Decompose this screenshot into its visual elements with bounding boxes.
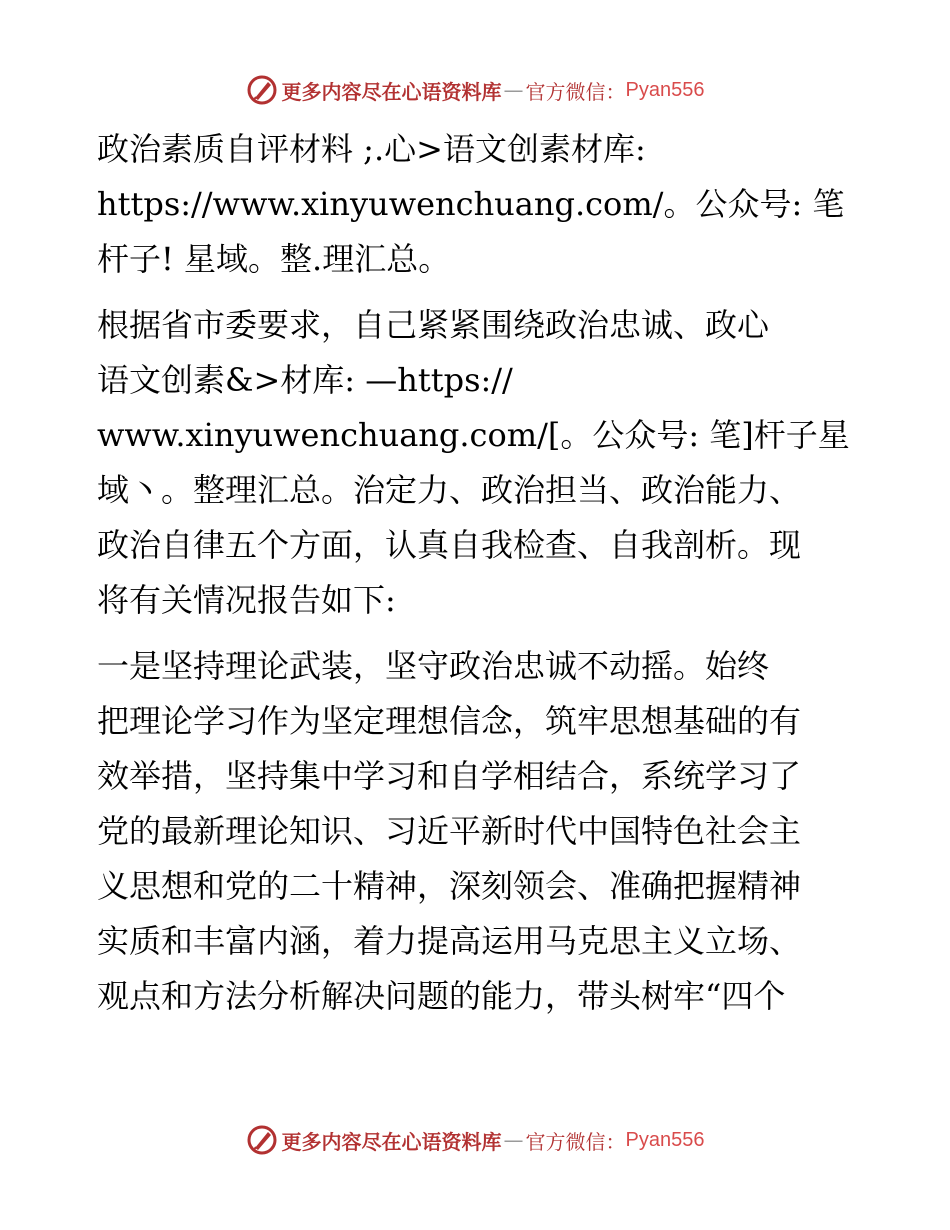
text-line: 政治素质自评材料 ;.心>语文创素材库: (97, 130, 646, 168)
text-line: 根据省市委要求，自己紧紧围绕政治忠诚、政心 (97, 306, 770, 344)
banner-wechat-label: 官方微信： (525, 79, 626, 104)
quill-pen-logo-icon (246, 74, 278, 106)
banner-wechat-id: Pyan556 (625, 78, 705, 101)
header-banner (0, 70, 950, 110)
paragraph (97, 639, 857, 1024)
text-line: 党的最新理论知识、习近平新时代中国特色社会主 (97, 812, 802, 850)
text-line: 政治自律五个方面，认真自我检查、自我剖析。现 (97, 526, 802, 564)
banner-slogan: 更多内容尽在心语资料库 (281, 79, 502, 104)
text-line: www.xinyuwenchuang.com/[。公众号: 笔]杆子星 (97, 416, 850, 454)
banner-dash: — (503, 78, 524, 102)
text-line: 一是坚持理论武装，坚守政治忠诚不动摇。始终 (97, 647, 770, 685)
text-line: 杆子! 星域。整.理汇总。 (97, 240, 451, 278)
banner-dash: — (503, 1128, 524, 1152)
text-line: 把理论学习作为坚定理想信念，筑牢思想基础的有 (97, 702, 802, 740)
text-line: 观点和方法分析解决问题的能力，带头树牢“四个 (97, 977, 786, 1015)
banner-wechat-label: 官方微信： (525, 1129, 626, 1154)
quill-pen-logo-icon (246, 1124, 278, 1156)
banner-slogan: 更多内容尽在心语资料库 (281, 1129, 502, 1154)
document-body (97, 122, 857, 1024)
text-line: 将有关情况报告如下: (97, 581, 396, 619)
text-line: 域丶。整理汇总。治定力、政治担当、政治能力、 (97, 471, 802, 509)
text-line: https://www.xinyuwenchuang.com/。公众号: 笔 (97, 185, 845, 223)
text-line: 实质和丰富内涵，着力提高运用马克思主义立场、 (97, 922, 802, 960)
text-line: 效举措，坚持集中学习和自学相结合，系统学习了 (97, 757, 802, 795)
text-line: 义思想和党的二十精神，深刻领会、准确把握精神 (97, 867, 802, 905)
text-line: 语文创素&>材库: —https:// (97, 361, 513, 399)
paragraph (97, 298, 857, 628)
banner-wechat-id: Pyan556 (625, 1128, 705, 1151)
footer-banner (0, 1120, 950, 1160)
paragraph (97, 122, 857, 287)
